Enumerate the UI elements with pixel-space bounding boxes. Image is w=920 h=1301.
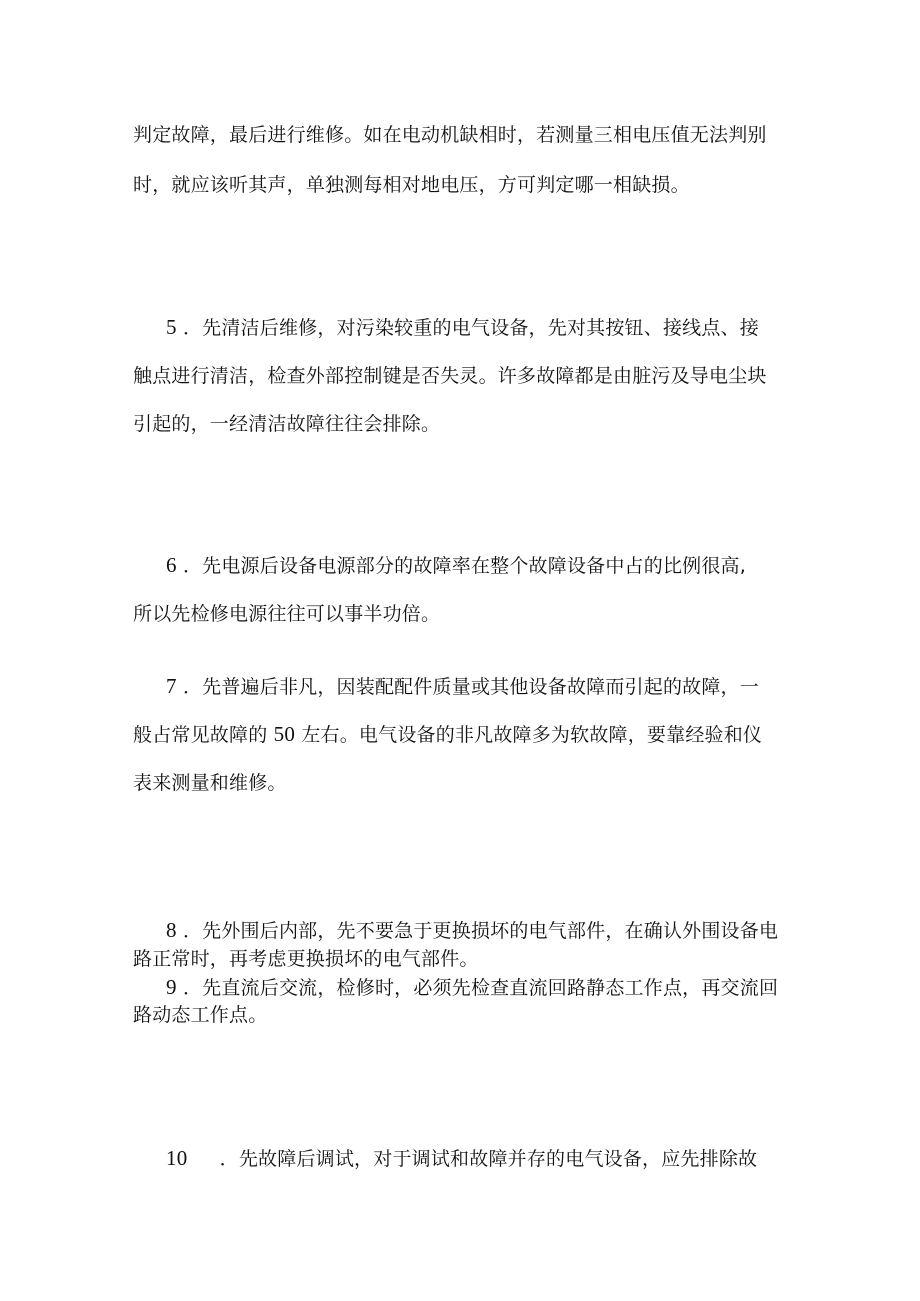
item-text: ．先故障后调试，对于调试和故障并存的电气设备，应先排除故 [219, 1148, 758, 1170]
item-text: ．先直流后交流，检修时，必须先检查直流回路静态工作点，再交流回 [182, 977, 779, 999]
item-text: ．先外围后内部，先不要急于更换损坏的电气部件，在确认外围设备电 [182, 920, 779, 942]
paragraph-line: 所以先检修电源往往可以事半功倍。 [133, 603, 441, 625]
item-number: 7 [166, 674, 177, 698]
paragraph-line: 时，就应该听其声，单独测每相对地电压，方可判定哪一相缺损。 [133, 174, 690, 196]
item-9-line-1 [166, 975, 778, 1000]
item-text: ．先清洁后维修，对污染较重的电气设备，先对其按钮、接线点、接 [182, 317, 759, 339]
item-text: 般占常见故障的 [133, 724, 268, 746]
item-number: 10 [166, 1146, 188, 1170]
item-text: ．先普遍后非凡，因装配配件质量或其他设备故障而引起的故障，一 [182, 676, 759, 698]
percentage-value: 50 [273, 722, 296, 746]
paragraph-line: 判定故障，最后进行维修。如在电动机缺相时，若测量三相电压值无法判别 [133, 124, 767, 146]
item-number: 5 [166, 315, 177, 339]
item-8-line-1 [166, 918, 778, 943]
paragraph-line: 表来测量和维修。 [133, 772, 287, 794]
paragraph-line: 引起的，一经清洁故障往往会排除。 [133, 413, 441, 435]
item-number: 9 [166, 975, 177, 999]
paragraph-line: 触点进行清洁，检查外部控制键是否失灵。许多故障都是由脏污及导电尘块 [133, 365, 767, 387]
item-5-line-1 [166, 315, 759, 340]
item-6-line-1 [166, 553, 746, 578]
paragraph-line: 路动态工作点。 [133, 1004, 268, 1026]
item-text: ．先电源后设备电源部分的故障率在整个故障设备中占的比例很高, [182, 555, 746, 577]
item-7-line-1 [166, 674, 759, 699]
item-text: 左右。电气设备的非凡故障多为软故障，要靠经验和仪 [301, 724, 763, 746]
item-7-line-2 [133, 722, 762, 747]
item-10-line-1 [166, 1146, 757, 1171]
item-number: 8 [166, 918, 177, 942]
paragraph-line: 路正常时，再考虑更换损坏的电气部件。 [133, 948, 479, 970]
item-number: 6 [166, 553, 177, 577]
